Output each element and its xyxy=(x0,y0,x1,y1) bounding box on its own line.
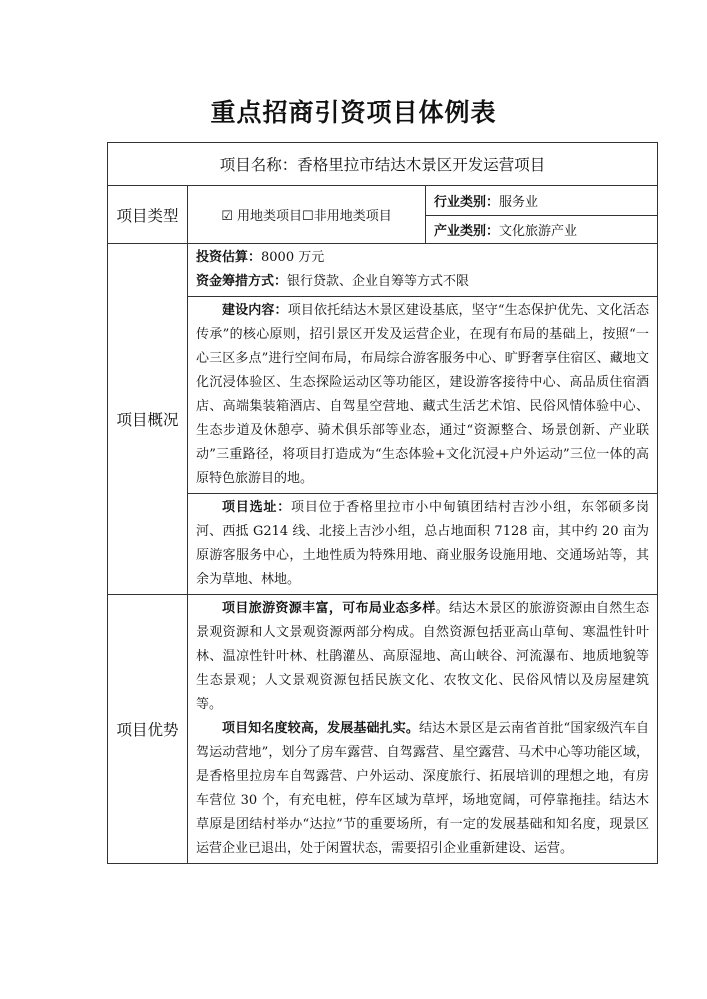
advantage-p1-text: 。结达木景区的旅游资源由自然生态景观资源和人文景观资源两部分构成。自然资源包括亚高山草甸、寒温性针叶林、温凉性针叶林、杜鹃灌丛、高原湿地、高山峡谷、河流瀑布、地质地貌等生态景观；人文景观资源包括民族文化、农牧文化、民俗风情以及房屋建筑等。 xyxy=(196,601,650,712)
overview-label: 项目概况 xyxy=(108,244,188,595)
funding-value: 银行贷款、企业自筹等方式不限 xyxy=(287,274,470,289)
advantage-p2-key: 项目知名度较高，发展基础扎实。 xyxy=(222,721,420,736)
content-text: 项目依托结达木景区建设基底，坚守“生态保护优先、文化活态传承”的核心原则，招引景区开发及运营企业，在现有布局的基础上，按照“一心三区多点”进行空间布局，布局综合游客服务中心、旷野奢享住宿区、藏地文化沉浸体验区、生态探险运动区等功能区，建设游客接待中心、高品质住宿酒店、高端集装箱酒店、自驾星空营地、藏式生活艺术馆、民俗风情体验中心、生态步道及休憩亭、骑术俱乐部等业态，通过“资源整合、场景创新、产业联动”三重路径，将项目打造成为“生态体验+文化沉浸+户外运动”三位一体的高原特色旅游目的地。 xyxy=(196,303,650,486)
landuse-options: ☑ 用地类项目☐非用地类项目 xyxy=(188,186,426,244)
site-cell xyxy=(188,494,658,595)
advantage-p1-key: 项目旅游资源丰富，可布局业态多样 xyxy=(222,601,436,616)
industry-value: 服务业 xyxy=(499,195,539,210)
industry-key: 行业类别： xyxy=(434,195,500,210)
content-cell xyxy=(188,297,658,494)
project-table xyxy=(107,142,658,864)
advantage-p2-text: 结达木景区是云南省首批“国家级汽车自驾运动营地”，划分了房车露营、自驾露营、星空露营、马术中心等功能区域，是香格里拉房车自驾露营、户外运动、深度旅行、拓展培训的理想之地，有房车营位 30 个，有充电桩，停车区域为草坪，场地宽阔，可停靠拖挂。结达木草原是团结村举办“达拉”节的重要场所，有一定的发展基础和知名度，现景区运营企业已退出，处于闲置状态，需要招引企业重新建设、运营。 xyxy=(196,721,650,856)
investment-value: 8000 万元 xyxy=(261,250,325,265)
site-text: 项目位于香格里拉市小中甸镇团结村吉沙小组，东邻硕多岗河、西抵 G214 线、北接上吉沙小组，总占地面积 7128 亩，其中约 20 亩为原游客服务中心，土地性质为特殊用地、商业服务设施用地、交通场站等，其余为草地、林地。 xyxy=(196,500,650,587)
site-key: 项目选址： xyxy=(222,500,292,515)
content-key: 建设内容： xyxy=(222,303,288,318)
sector-cell xyxy=(426,216,658,244)
advantage-cell xyxy=(188,595,658,864)
sector-value: 文化旅游产业 xyxy=(499,224,578,239)
industry-cell xyxy=(426,186,658,216)
investment-cell xyxy=(188,244,658,297)
advantage-label: 项目优势 xyxy=(108,595,188,864)
type-label: 项目类型 xyxy=(108,186,188,244)
page-title: 重点招商引资项目体例表 xyxy=(210,98,497,127)
sector-key: 产业类别： xyxy=(434,224,500,239)
project-name: 项目名称：香格里拉市结达木景区开发运营项目 xyxy=(108,143,658,186)
funding-key: 资金筹措方式： xyxy=(196,274,288,289)
investment-key: 投资估算： xyxy=(196,250,262,265)
